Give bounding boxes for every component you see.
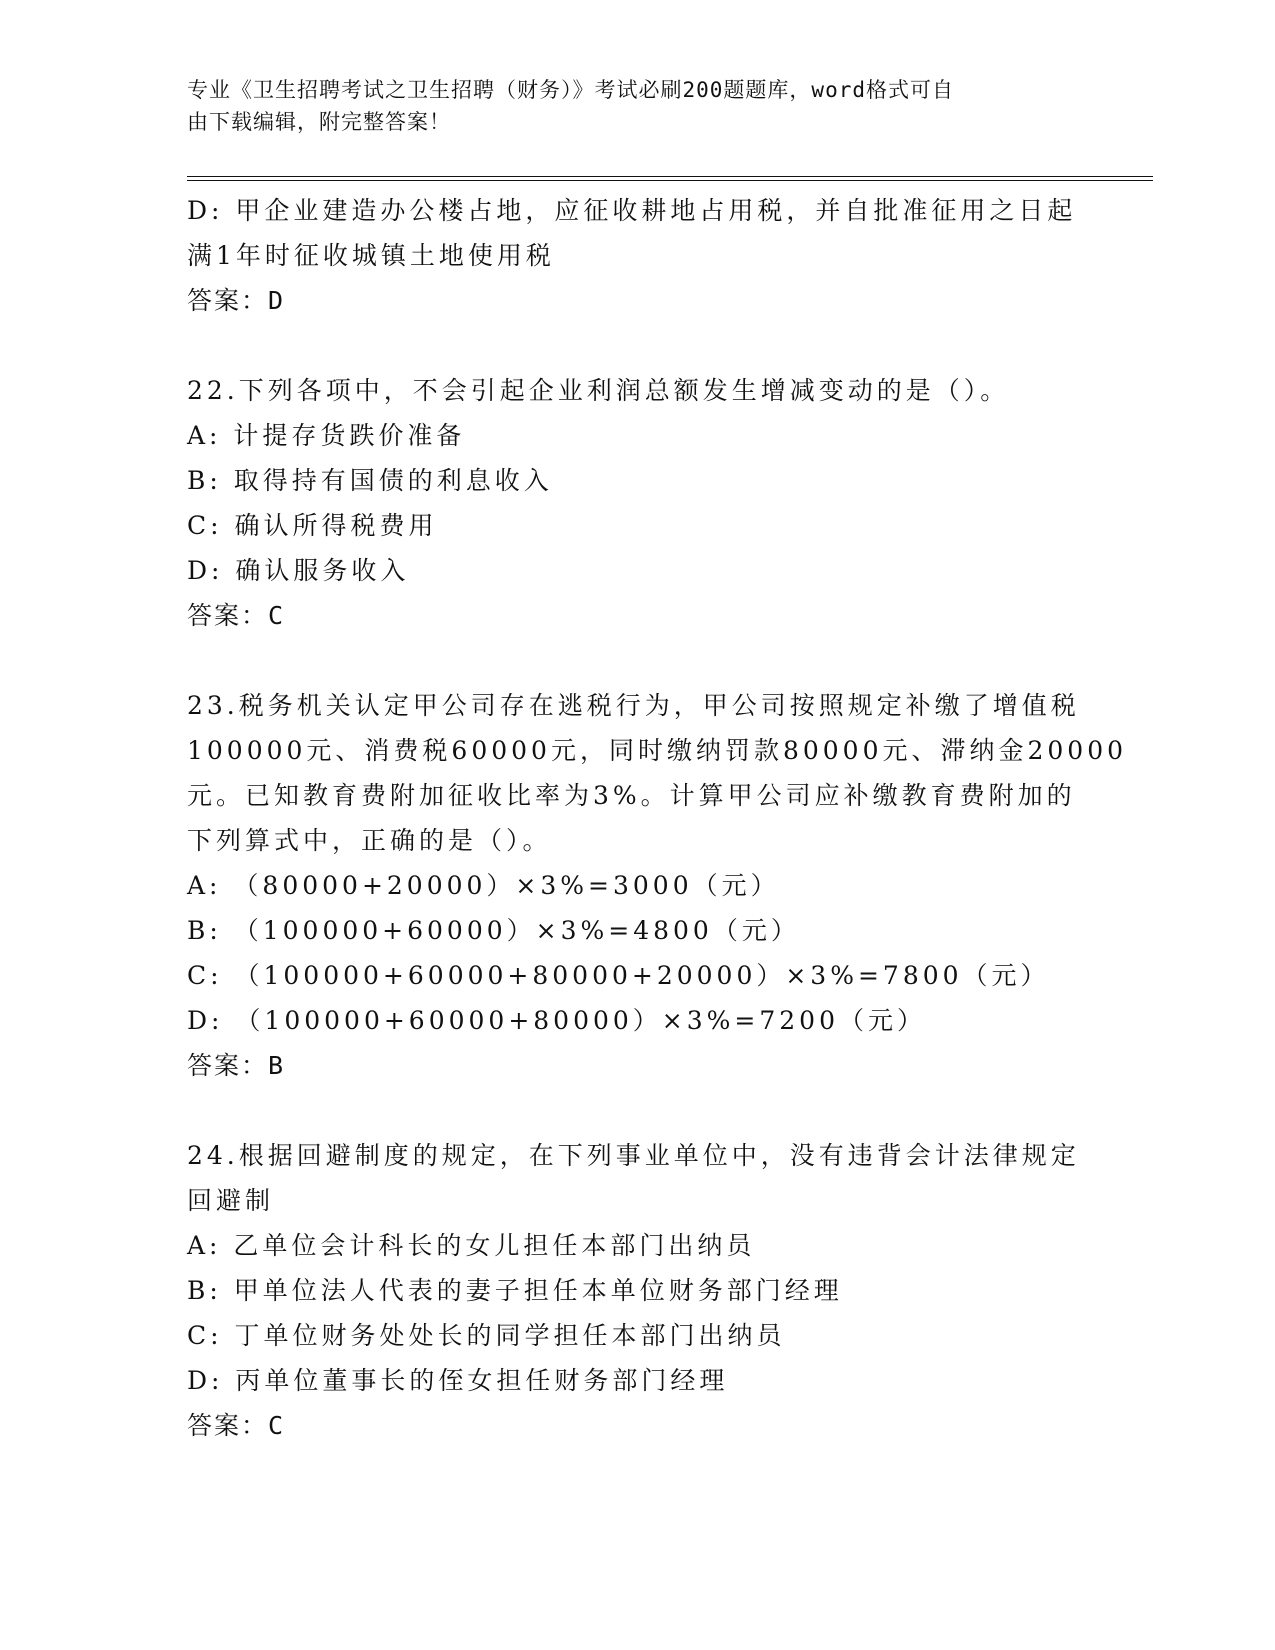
question-stem: 24.根据回避制度的规定，在下列事业单位中，没有违背会计法律规定: [187, 1141, 1080, 1170]
answer-line: 答案：B: [187, 1051, 286, 1080]
question-24: [187, 1133, 1080, 1448]
prev-question-tail: [187, 188, 1077, 323]
option-c: C: （100000+60000+80000+20000）×3%=7800（元）: [187, 961, 1050, 990]
option-b: B: 甲单位法人代表的妻子担任本单位财务部门经理: [187, 1276, 843, 1305]
option-a: A: （80000+20000）×3%=3000（元）: [187, 871, 780, 900]
document-header: [187, 74, 1067, 138]
question-22: [187, 368, 1067, 638]
spacer: [187, 323, 1067, 368]
question-23: [187, 683, 1128, 1088]
header-line: 由下载编辑，附完整答案！: [187, 110, 451, 134]
answer-line: 答案：C: [187, 601, 286, 630]
option-b: B: 取得持有国债的利息收入: [187, 466, 553, 495]
answer-line: 答案：C: [187, 1411, 286, 1440]
question-stem: 回避制: [187, 1186, 275, 1215]
option-b: B: （100000+60000）×3%=4800（元）: [187, 916, 800, 945]
option-c: C: 确认所得税费用: [187, 511, 438, 540]
header-divider: [187, 176, 1153, 181]
option-d: D: 确认服务收入: [187, 556, 410, 585]
option-d: D: （100000+60000+80000）×3%=7200（元）: [187, 1006, 926, 1035]
answer-line: 答案：D: [187, 286, 286, 315]
option-d-continued: 满1年时征收城镇土地使用税: [187, 241, 555, 270]
spacer: [187, 638, 1067, 683]
question-content: [187, 188, 1128, 1448]
option-d: D: 甲企业建造办公楼占地，应征收耕地占用税，并自批准征用之日起: [187, 196, 1077, 225]
option-d: D: 丙单位董事长的侄女担任财务部门经理: [187, 1366, 729, 1395]
question-stem: 下列算式中，正确的是（）。: [187, 826, 552, 855]
option-c: C: 丁单位财务处处长的同学担任本部门出纳员: [187, 1321, 786, 1350]
question-stem: 22.下列各项中，不会引起企业利润总额发生增减变动的是（）。: [187, 376, 1010, 405]
question-stem: 元。已知教育费附加征收比率为3%。计算甲公司应补缴教育费附加的: [187, 781, 1076, 810]
option-a: A: 计提存货跌价准备: [187, 421, 466, 450]
header-line: 专业《卫生招聘考试之卫生招聘（财务）》考试必刷200题题库，word格式可自: [187, 78, 954, 102]
spacer: [187, 1088, 1067, 1133]
question-stem: 23.税务机关认定甲公司存在逃税行为，甲公司按照规定补缴了增值税: [187, 691, 1080, 720]
question-stem: 100000元、消费税60000元，同时缴纳罚款80000元、滞纳金20000: [187, 736, 1128, 765]
option-a: A: 乙单位会计科长的女儿担任本部门出纳员: [187, 1231, 756, 1260]
